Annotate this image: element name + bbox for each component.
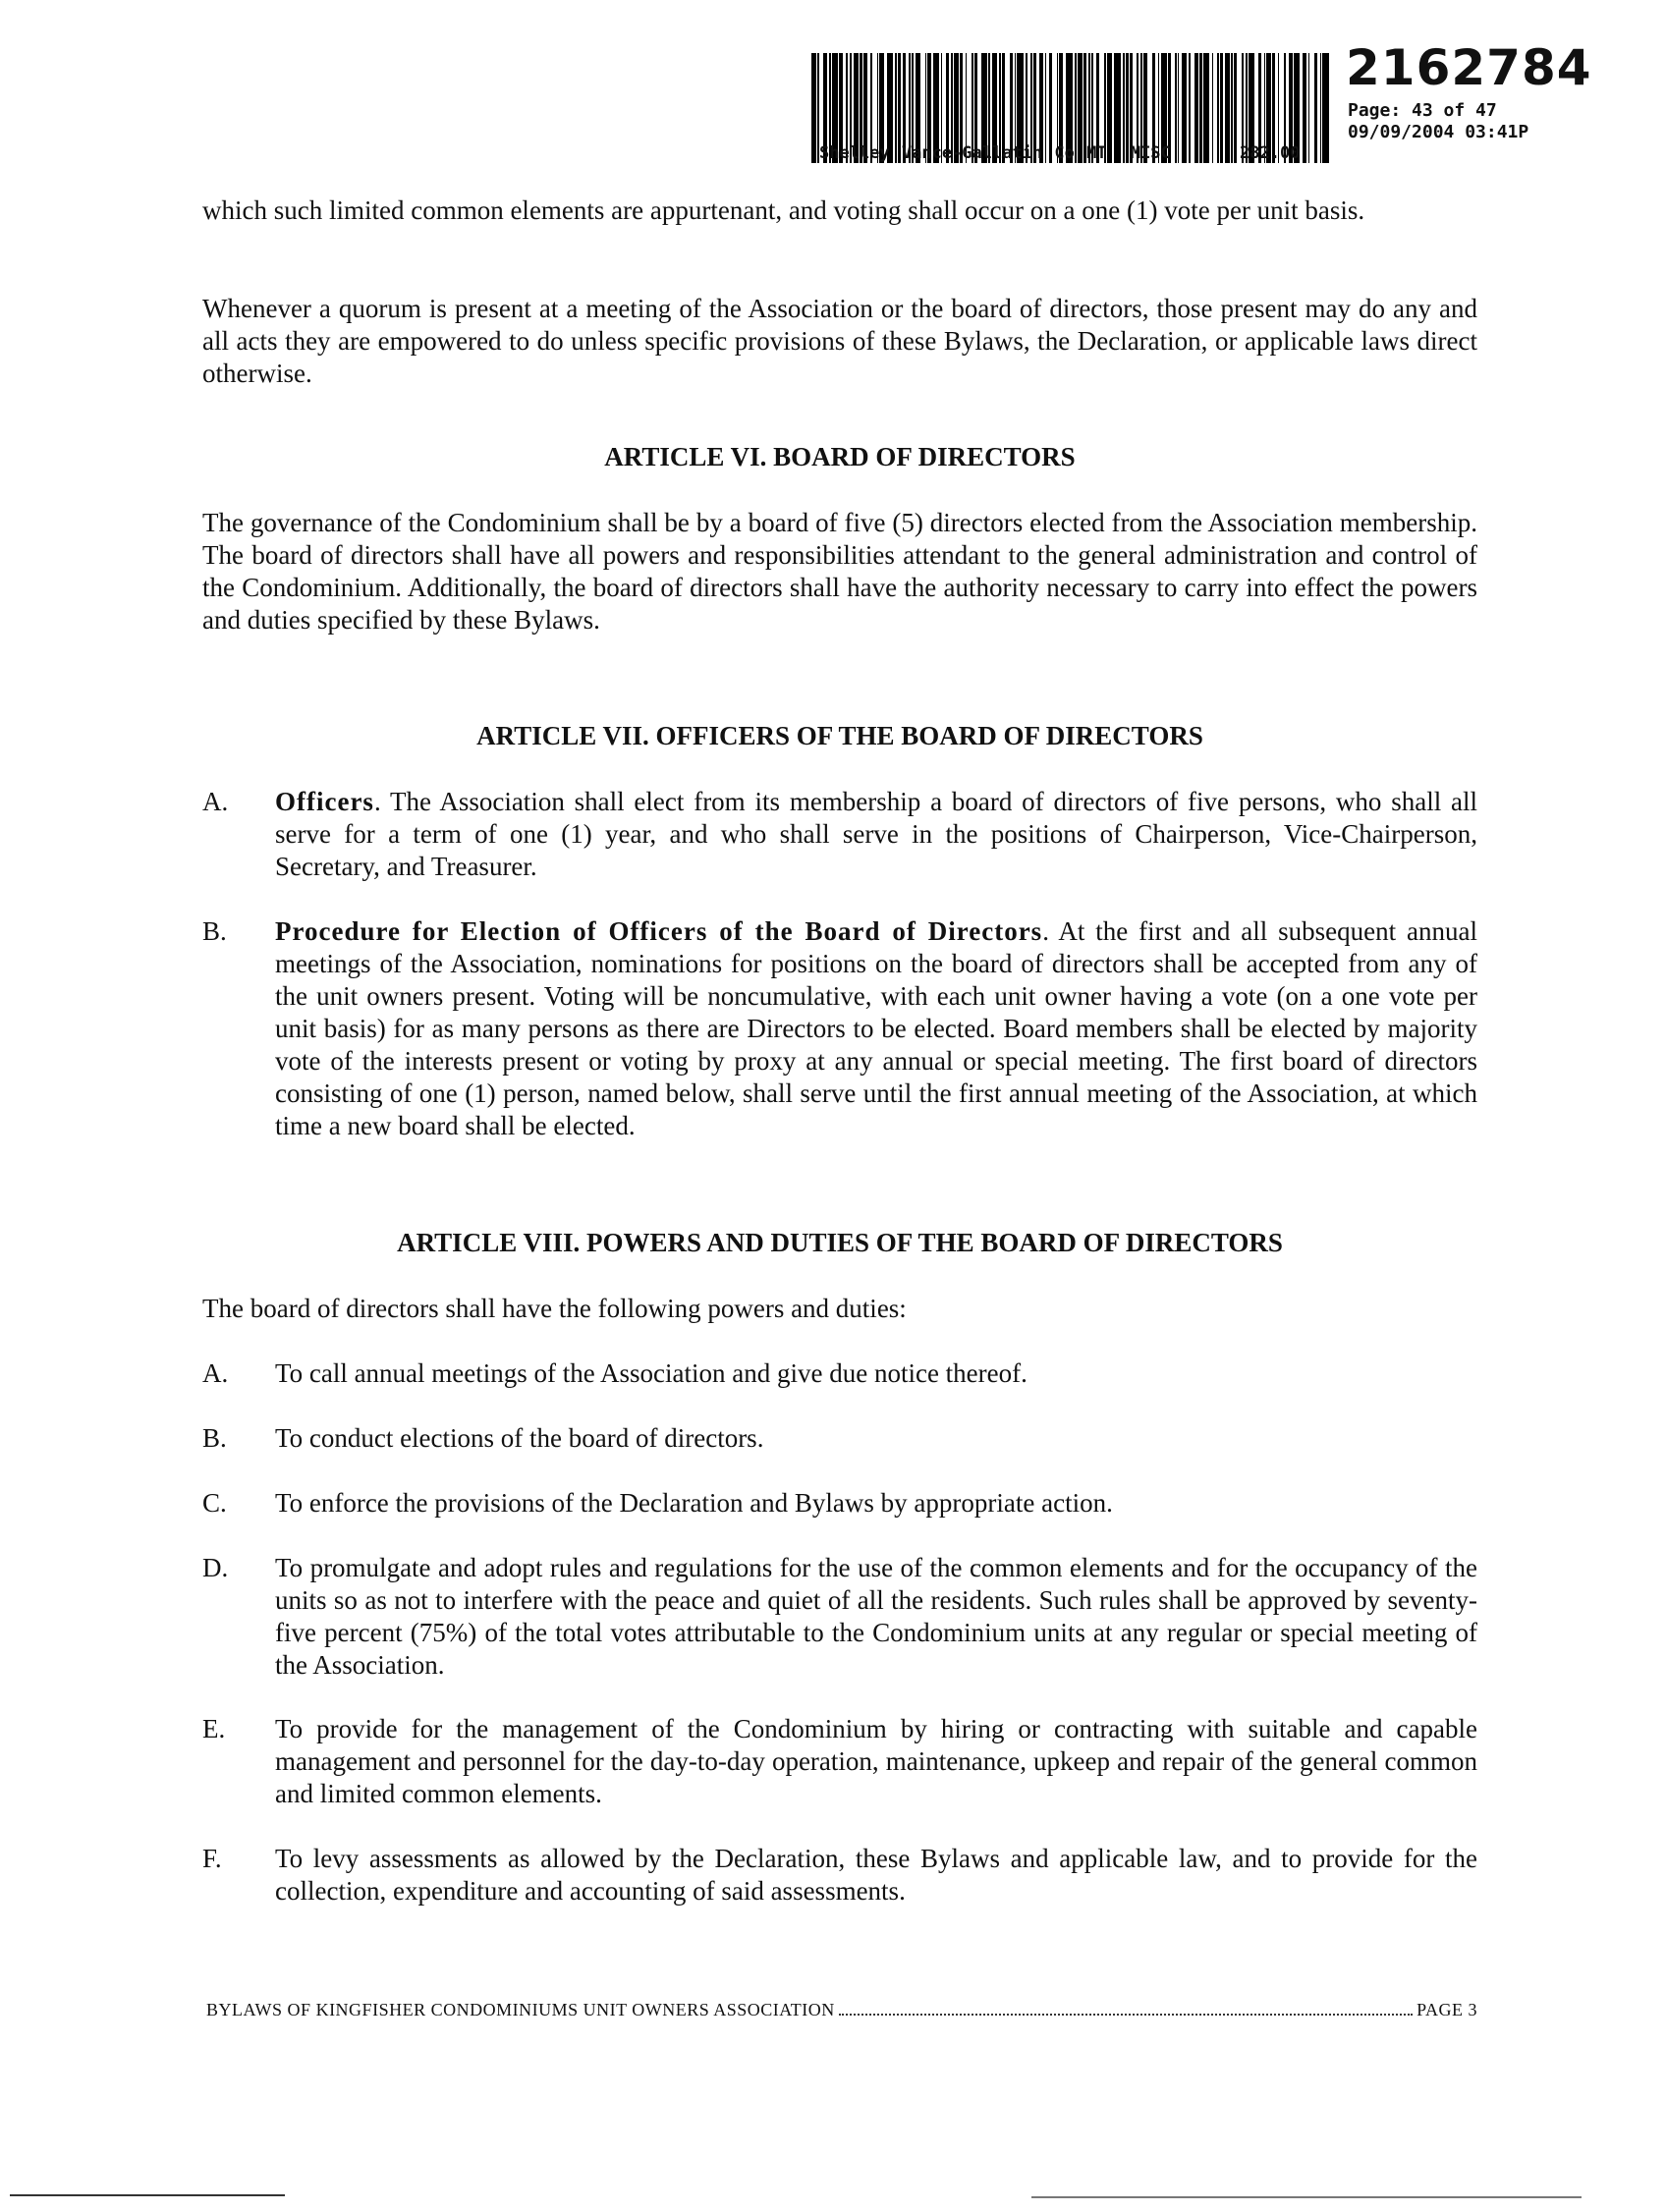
quorum-paragraph: Whenever a quorum is present at a meeting of the Association or the board of directors, those present may do any and all acts they are empowered to do unless specific provisions of these Bylaws, the Declaration, or applicable laws direct otherwise. — [202, 294, 1477, 388]
article-8-item-a — [202, 1357, 1477, 1390]
article-7-item-b: B. Procedure for Election of Officers of the Board of Directors. At the first and all subsequent annual meetings of the Association, nominations for positions on the board of directors shall be accepted from any of the unit owners present. Voting will be noncumulative, with each unit owner having a vote (on a one vote per unit basis) for as many persons as there are Directors to be elected. Board members shall be elected by majority vote of the interests present or voting by proxy at any annual or special meeting. The first board of directors consisting of one (1) person, named below, shall serve until the first annual meeting of the Association, at which time a new board shall be elected. — [202, 916, 1478, 1140]
item-text: To levy assessments as allowed by the Declaration, these Bylaws and applicable law, and to provide for the collection, expenditure and accounting of said assessments. — [275, 1844, 1477, 1906]
footer-leader-dots — [839, 2014, 1413, 2016]
page-count: Page: 43 of 47 — [1348, 100, 1497, 121]
scan-artifact-line — [10, 2194, 285, 2196]
page-footer — [206, 2000, 1477, 2020]
record-type: MISC — [1130, 143, 1171, 163]
article-7-item-a: A. Officers. The Association shall elect from its membership a board of directors of five persons, who shall all serve for a term of one (1) year, and who shall serve in the positions of Chairperson, Vice-Chairperson, Secretary, and Treasurer. — [202, 787, 1477, 881]
article-8-item-c — [202, 1487, 1477, 1520]
recording-datetime: 09/09/2004 03:41P — [1348, 122, 1529, 142]
item-letter: B. — [202, 1423, 227, 1453]
item-letter: F. — [202, 1844, 222, 1873]
item-letter: B. — [202, 916, 227, 946]
item-title: Officers — [275, 787, 374, 816]
item-text: To promulgate and adopt rules and regulations for the use of the common elements and for the occupancy of the units so as not to interfere with the peace and quiet of all the residents. Such rules shall be approved by seventy-five percent (75%) of the total votes attributable to the Condominium units at any regular or special meeting of the Association. — [275, 1553, 1477, 1680]
article-8-item-d — [202, 1552, 1477, 1682]
article-7-heading: ARTICLE VII. OFFICERS OF THE BOARD OF DIRECTORS — [476, 721, 1203, 750]
article-8-item-e — [202, 1713, 1477, 1810]
item-text: To provide for the management of the Condominium by hiring or contracting with suitable and capable management and personnel for the day-to-day operation, maintenance, upkeep and repair of the general common and limited common elements. — [275, 1714, 1477, 1808]
scan-artifact-line — [1031, 2196, 1582, 2198]
item-text: To enforce the provisions of the Declaration and Bylaws by appropriate action. — [275, 1488, 1113, 1518]
item-letter: A. — [202, 787, 229, 816]
item-text: The Association shall elect from its membership a board of directors of five persons, who shall all serve for a term of one (1) year, and who shall serve in the positions of Chairperson, Vice-Chairperson, Secretary, and Treasurer. — [275, 787, 1477, 881]
recorder-name: Shelley Vance-Gallatin Co MT — [819, 143, 1107, 163]
article-6-text: The governance of the Condominium shall be by a board of five (5) directors elected from the Association membership. The board of directors shall have all powers and responsibilities attendant to the general administration and control of the Condominium. Additionally, the board of directors shall have the authority necessary to carry into effect the powers and duties specified by these Bylaws. — [202, 508, 1477, 635]
item-letter: D. — [202, 1553, 229, 1582]
footer-title: BYLAWS OF KINGFISHER CONDOMINIUMS UNIT OWNERS ASSOCIATION — [206, 2000, 835, 2019]
item-letter: E. — [202, 1714, 226, 1743]
item-text: To conduct elections of the board of directors. — [275, 1423, 764, 1453]
article-8-heading: ARTICLE VIII. POWERS AND DUTIES OF THE BOARD OF DIRECTORS — [397, 1228, 1283, 1257]
footer-page-number: PAGE 3 — [1416, 2000, 1477, 2019]
item-text: At the first and all subsequent annual meetings of the Association, nominations for positions on the board of directors shall be accepted from any of the unit owners present. Voting will be noncumulative, with each unit owner having a vote (on a one vote per unit basis) for as many persons as there are Directors to be elected. Board members shall be elected by majority vote of the interests present or voting by proxy at any annual or special meeting. The first board of directors consisting of one (1) person, named below, shall serve until the first annual meeting of the Association, at which time a new board shall be elected. — [275, 916, 1478, 1140]
item-letter: A. — [202, 1358, 229, 1388]
item-text: To call annual meetings of the Association and give due notice thereof. — [275, 1358, 1027, 1388]
record-fee: 282.00 — [1240, 143, 1301, 163]
article-8-intro: The board of directors shall have the following powers and duties: — [202, 1294, 907, 1323]
item-letter: C. — [202, 1488, 227, 1518]
continuation-paragraph: which such limited common elements are appurtenant, and voting shall occur on a one (1) vote per unit basis. — [202, 195, 1365, 225]
document-number: 2162784 — [1346, 39, 1592, 96]
stamp-caption — [819, 143, 1300, 163]
article-8-item-f — [202, 1843, 1477, 1908]
item-title: Procedure for Election of Officers of the Board of Directors — [275, 916, 1043, 946]
article-6-heading: ARTICLE VI. BOARD OF DIRECTORS — [604, 442, 1076, 471]
article-8-item-b — [202, 1422, 1477, 1455]
